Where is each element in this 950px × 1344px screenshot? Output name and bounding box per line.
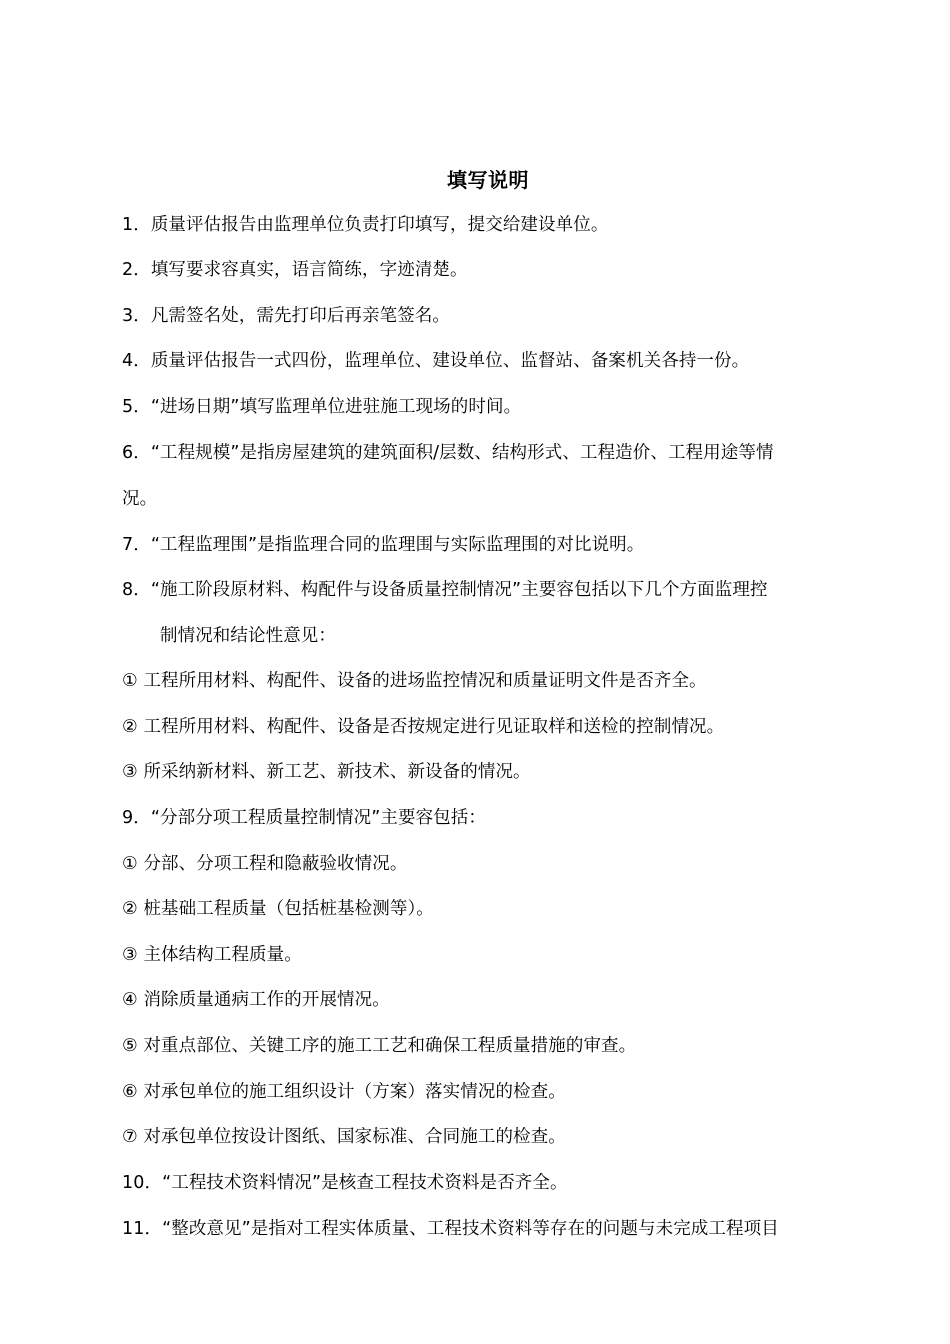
instruction-line-8-continued: 制情况和结论性意见： <box>160 626 336 646</box>
instruction-line-6-continued: 况。 <box>122 489 158 509</box>
sub-item-9-6: ⑥ 对承包单位的施工组织设计（方案）落实情况的检查。 <box>122 1082 566 1102</box>
instruction-line-10: 10．“工程技术资料情况”是核查工程技术资料是否齐全。 <box>122 1173 568 1193</box>
instruction-line-6: 6．“工程规模”是指房屋建筑的建筑面积/层数、结构形式、工程造价、工程用途等情 <box>122 443 774 463</box>
instruction-line-9: 9．“分部分项工程质量控制情况”主要容包括： <box>122 808 486 828</box>
instruction-line-3: 3．凡需签名处，需先打印后再亲笔签名。 <box>122 306 451 326</box>
sub-item-9-3: ③ 主体结构工程质量。 <box>122 945 302 965</box>
sub-item-9-2: ② 桩基础工程质量（包括桩基检测等）。 <box>122 899 434 919</box>
instruction-line-4: 4．质量评估报告一式四份，监理单位、建设单位、监督站、备案机关各持一份。 <box>122 351 750 371</box>
sub-item-9-1: ① 分部、分项工程和隐蔽验收情况。 <box>122 854 408 874</box>
instruction-line-1: 1．质量评估报告由监理单位负责打印填写，提交给建设单位。 <box>122 215 609 235</box>
instruction-line-11: 11．“整改意见”是指对工程实体质量、工程技术资料等存在的问题与未完成工程项目 <box>122 1219 779 1239</box>
sub-item-8-1: ① 工程所用材料、构配件、设备的进场监控情况和质量证明文件是否齐全。 <box>122 671 707 691</box>
sub-item-8-2: ② 工程所用材料、构配件、设备是否按规定进行见证取样和送检的控制情况。 <box>122 717 725 737</box>
sub-item-9-4: ④ 消除质量通病工作的开展情况。 <box>122 990 390 1010</box>
sub-item-8-3: ③ 所采纳新材料、新工艺、新技术、新设备的情况。 <box>122 762 531 782</box>
instruction-line-7: 7．“工程监理围”是指监理合同的监理围与实际监理围的对比说明。 <box>122 535 645 555</box>
instruction-line-5: 5．“进场日期”填写监理单位进驻施工现场的时间。 <box>122 397 522 417</box>
page-title: 填写说明 <box>447 168 529 192</box>
sub-item-9-5: ⑤ 对重点部位、关键工序的施工工艺和确保工程质量措施的审查。 <box>122 1036 637 1056</box>
instruction-line-2: 2．填写要求容真实，语言简练，字迹清楚。 <box>122 260 468 280</box>
instruction-line-8: 8．“施工阶段原材料、构配件与设备质量控制情况”主要容包括以下几个方面监理控 <box>122 580 768 600</box>
sub-item-9-7: ⑦ 对承包单位按设计图纸、国家标准、合同施工的检查。 <box>122 1127 566 1147</box>
